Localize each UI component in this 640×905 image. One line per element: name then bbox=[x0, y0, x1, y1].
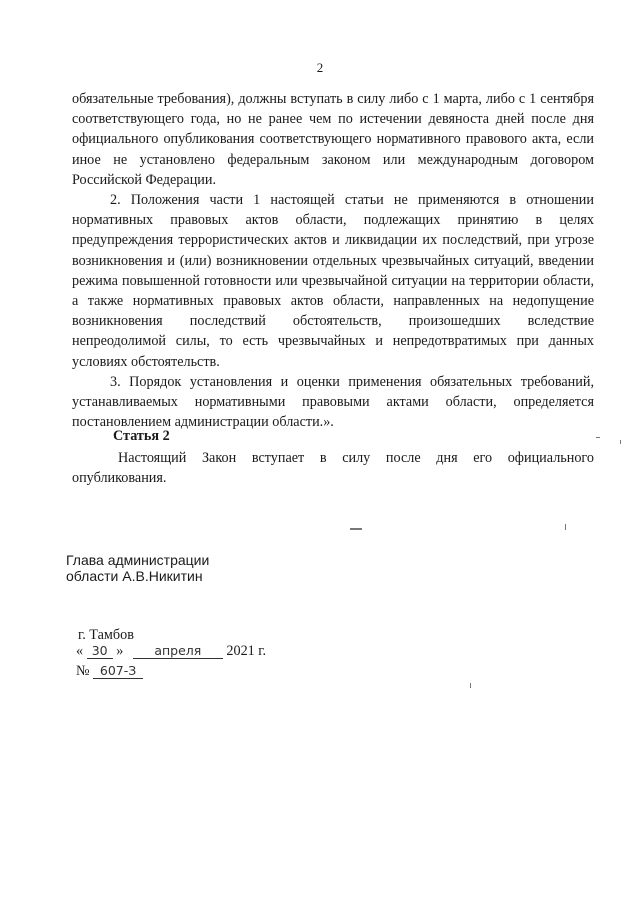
article-body bbox=[72, 448, 594, 488]
paragraph-part-3: 3. Порядок установления и оценки применения обязательных требований, устанавливаемых нормативными правовыми актами области, определяется постановлением администрации области.». bbox=[72, 373, 594, 431]
signature-block bbox=[66, 552, 209, 584]
signature-name: области А.В.Никитин bbox=[66, 568, 203, 584]
date-month: апреля bbox=[154, 643, 202, 658]
number-sign: № bbox=[76, 663, 90, 679]
date-open-quote: « bbox=[76, 643, 84, 659]
place-of-signing: г. Тамбов bbox=[78, 627, 134, 643]
number-line bbox=[76, 663, 143, 680]
date-close-quote: » bbox=[116, 643, 124, 659]
article-title: Статья 2 bbox=[113, 428, 170, 444]
date-line bbox=[76, 643, 266, 660]
scan-mark bbox=[470, 683, 471, 688]
paragraph-part-2: 2. Положения части 1 настоящей статьи не применяются в отношении нормативных правовых актов области, подлежащих принятию в целях предупреждения террористических актов и ликвидации их последствий, при угрозе возникновения и (или) возникновении отдельных чрезвычайных ситуаций, введении режима повышенной готовности или чрезвычайной ситуации на территории области, а также нормативных правовых актов области, направленных на недопущение возникновения последствий обстоятельств, произошедших вследствие непреодолимой силы, то есть чрезвычайных и непредотвратимых при данных условиях обстоятельств. bbox=[72, 192, 594, 370]
date-year: 2021 г. bbox=[226, 643, 267, 659]
scan-mark bbox=[565, 524, 566, 530]
scan-mark bbox=[596, 437, 600, 438]
paragraph-continuation: обязательные требования), должны вступать в силу либо с 1 марта, либо с 1 сентября соответствующего года, но не ранее чем по истечении девяноста дней после дня официального опубликования соответствующего нормативного правового акта, если иное не установлено федеральным законом или международным договором Российской Федерации. bbox=[72, 91, 594, 188]
date-day: 30 bbox=[91, 643, 108, 658]
law-body bbox=[72, 89, 594, 432]
signature-title: Глава администрации bbox=[66, 552, 210, 568]
page-number: 2 bbox=[316, 60, 324, 75]
scan-mark bbox=[620, 440, 621, 444]
article-text: Настоящий Закон вступает в силу после дня его официального опубликования. bbox=[72, 450, 594, 487]
law-number: 607-З bbox=[99, 663, 137, 678]
scan-mark bbox=[350, 528, 362, 530]
